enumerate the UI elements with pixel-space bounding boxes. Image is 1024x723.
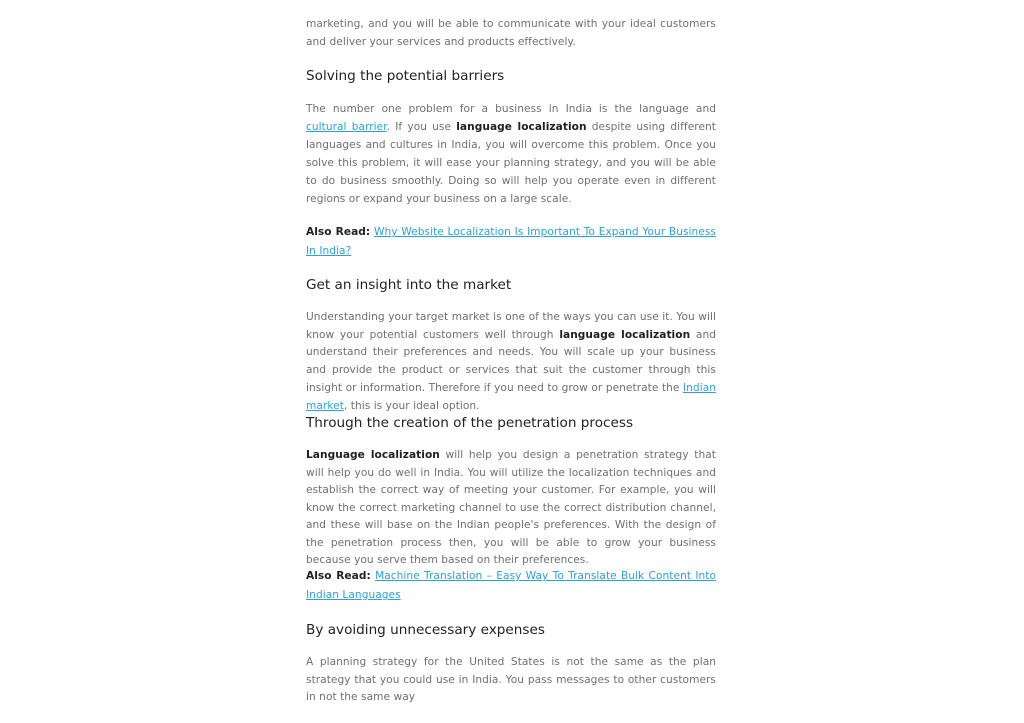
barriers-text-start: The number one problem for a business in India is the language and (306, 103, 716, 115)
also-read-1 (306, 223, 716, 261)
also-read-label-1: Also Read: (306, 226, 371, 238)
also-read-link-machine-translation[interactable]: Machine Translation – Easy Way To Translate Bulk Content Into Indian Languages (306, 570, 716, 601)
also-read-label-2: Also Read: (306, 570, 371, 582)
paragraph-insight (306, 309, 716, 415)
heading-avoiding-expenses: By avoiding unnecessary expenses (306, 622, 545, 638)
barriers-text-rest: despite using different languages and cultures in India, you will overcome this problem. Once you solve this problem, it will ease your planning strategy, and you will be able to do business smoothly. Doing so will help you operate even in different regions or expand your business on a large scale. (306, 121, 716, 206)
barriers-text-mid: . If you use (386, 121, 457, 134)
link-indian-market[interactable]: Indian market (306, 381, 716, 412)
intro-paragraph (306, 16, 716, 51)
heading-penetration-process: Through the creation of the penetration process (306, 415, 634, 431)
link-language-localization[interactable]: language localization (456, 121, 587, 134)
also-read-link-website-localization[interactable]: Why Website Localization Is Important To Expand Your Business In India? (306, 226, 716, 257)
heading-market-insight: Get an insight into the market (306, 277, 512, 293)
insight-text-start: Understanding your target market is one of the ways you can use it. You will know your potential customers well through (306, 311, 716, 341)
paragraph-expenses (306, 654, 716, 707)
insight-text-end: , this is your ideal option. (343, 399, 480, 412)
insight-keyword: language localization (559, 328, 691, 341)
penetration-keyword: Language localization (306, 449, 440, 461)
also-read-2 (306, 567, 716, 605)
penetration-text: will help you design a penetration strategy that will help you do well in India. You will utilize the localization techniques and establish the correct way of meeting your customer. For example, you will know the correct marketing channel to use the correct distribution channel, and these will base on the Indian people's preferences. With the design of the penetration process then, you will be able to grow your business because you serve them based on their preferences. (306, 449, 716, 566)
intro-text: marketing, and you will be able to communicate with your ideal customers and deliver your services and products effectively. (306, 18, 716, 48)
link-cultural-barrier[interactable]: cultural barrier (306, 121, 387, 134)
expenses-text: A planning strategy for the United States is not the same as the plan strategy that you could use in India. You pass messages to other customers in not the same way (306, 656, 716, 704)
insight-text-mid: and understand their preferences and needs. You will scale up your business and provide the product or services that suit the customer through this insight or information. Therefore if you need to grow or penetrate the (306, 328, 716, 394)
heading-solving-barriers: Solving the potential barriers (306, 68, 505, 84)
paragraph-barriers (306, 100, 716, 209)
paragraph-penetration (306, 447, 716, 570)
